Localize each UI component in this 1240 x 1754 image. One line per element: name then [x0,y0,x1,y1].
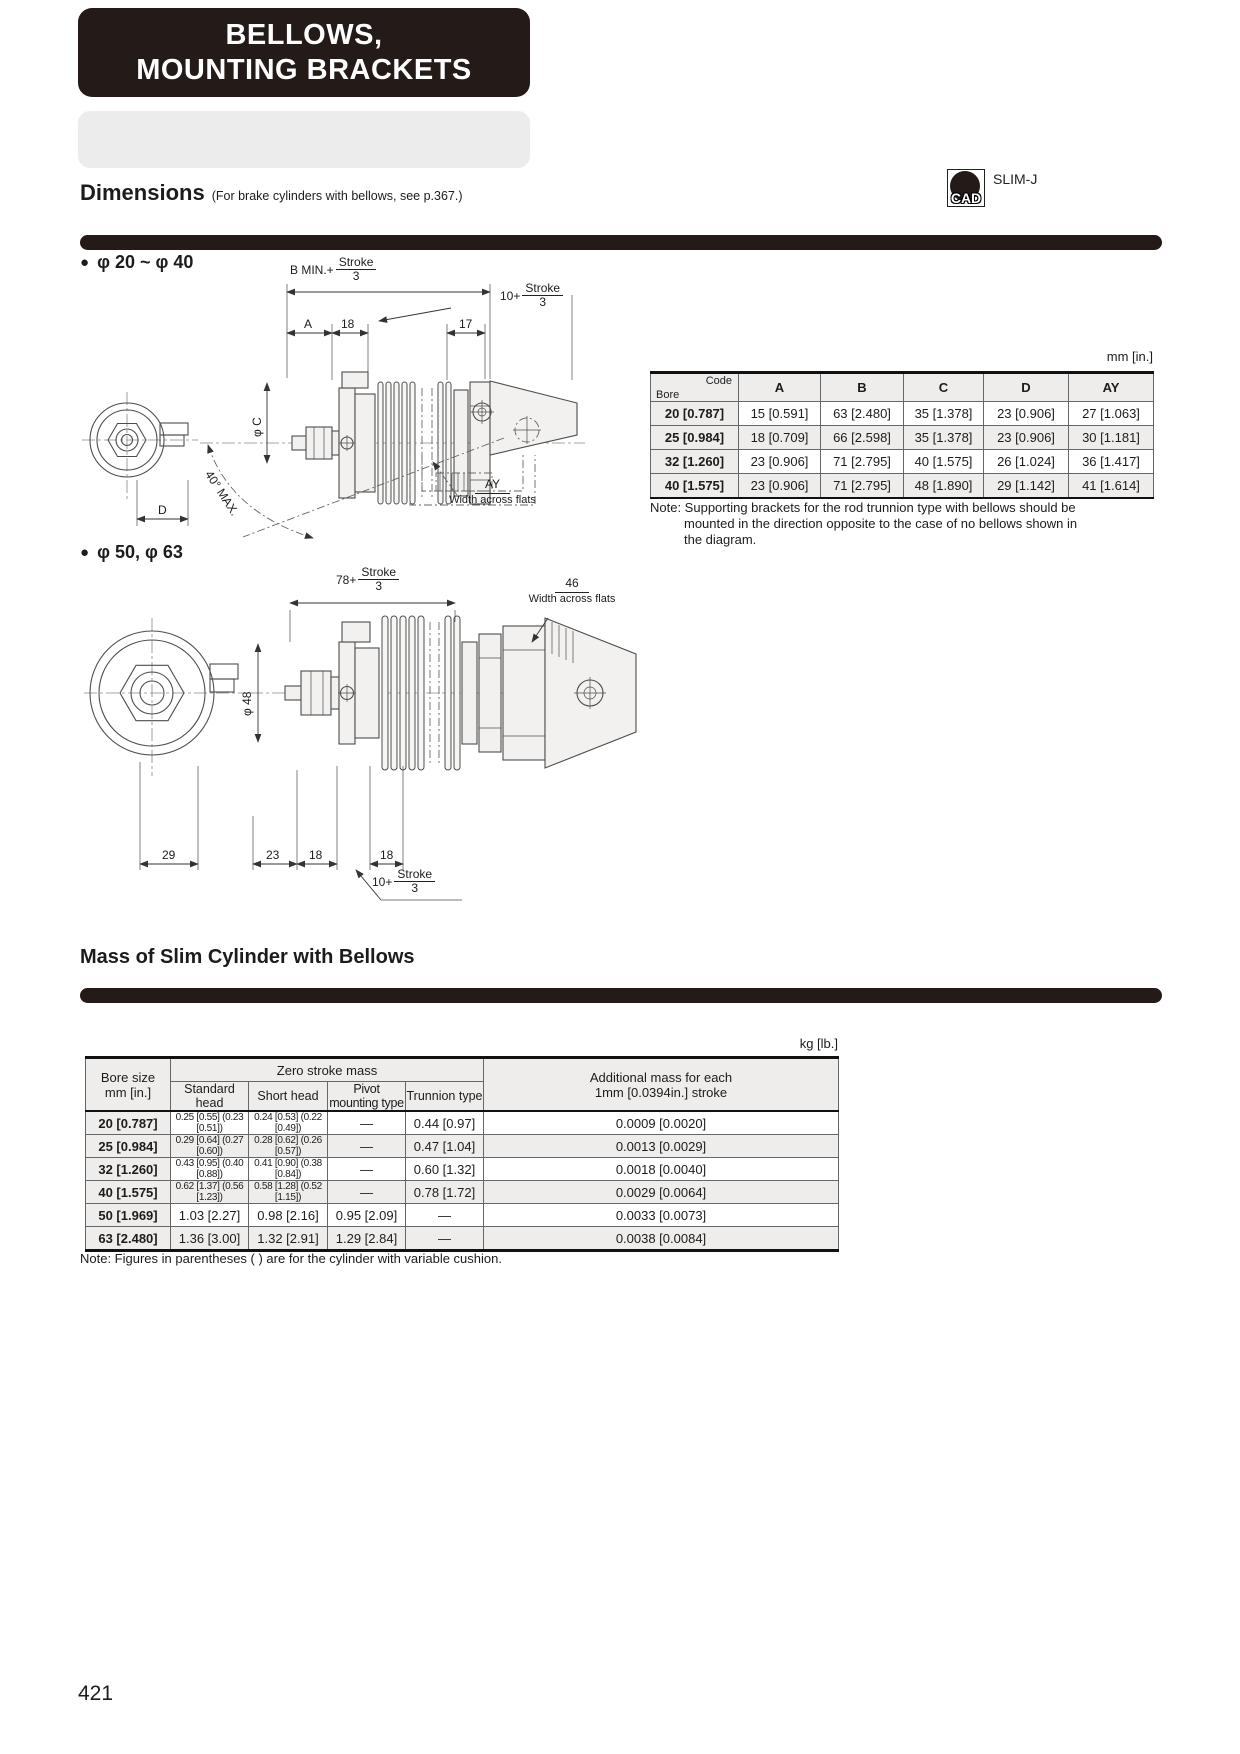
value-cell: — [328,1135,406,1158]
col-header-standard-head: Standard head [171,1082,249,1112]
bore-cell: 25 [0.984] [651,426,739,450]
stroke-fraction: $\frac{\text{Stroke}}{3}$ [394,868,435,895]
note-line: Note: Supporting brackets for the rod trunnion type with bellows should be [650,500,1076,515]
angle-max-label: 40° MAX. [202,468,242,519]
value-cell: 0.0013 [0.0029] [484,1135,839,1158]
value-cell: 0.62 [1.37] (0.56 [1.23]) [171,1181,249,1204]
width-across-flats-label: Width across flats [449,494,536,506]
value-cell: 0.98 [2.16] [249,1204,328,1227]
dim-46-label: 46 [555,576,588,593]
ay-label: AY [475,477,510,494]
value-cell: 0.47 [1.04] [406,1135,484,1158]
note-line: mounted in the direction opposite to the case of no bellows shown in [684,516,1078,531]
dimensions-title-note: (For brake cylinders with bellows, see p.367.) [211,189,463,203]
value-cell: 29 [1.142] [984,474,1069,499]
value-cell: 36 [1.417] [1069,450,1154,474]
bore-size-header-line1: Bore size [100,1069,156,1085]
bore-size-header-line2: mm [in.] [104,1084,152,1100]
dimensions-heading [80,180,463,206]
bellows [382,616,460,770]
trunnion-block [503,626,545,760]
table-row [651,402,1154,426]
col-header-a: A [739,373,821,402]
dim-10-stroke [500,282,563,309]
value-cell: 0.0018 [0.0040] [484,1158,839,1181]
value-cell: 23 [0.906] [739,450,821,474]
value-cell: 23 [0.906] [984,402,1069,426]
value-cell: 1.29 [2.84] [328,1227,406,1251]
bullet-icon: ● [80,254,90,271]
section-divider-bar [80,988,1162,1003]
col-header-b: B [821,373,904,402]
page-title-banner [78,8,530,97]
table-row [86,1204,839,1227]
bore-cell: 25 [0.984] [86,1135,171,1158]
bullet-icon: ● [80,544,90,561]
corner-code-label: Code [705,375,732,387]
ay-width-across-flats [440,477,545,508]
table-row [86,1158,839,1181]
value-cell: — [328,1181,406,1204]
value-cell: 0.29 [0.64] (0.27 [0.60]) [171,1135,249,1158]
value-cell: 63 [2.480] [821,402,904,426]
value-cell: 35 [1.378] [904,402,984,426]
value-cell: 0.0038 [0.0084] [484,1227,839,1251]
drawing-small-bore [80,240,595,540]
value-cell: 0.43 [0.95] (0.40 [0.88]) [171,1158,249,1181]
value-cell: 15 [0.591] [739,402,821,426]
dim-46-width-across-flats [518,576,626,607]
value-cell: — [328,1158,406,1181]
dim-18-label: 18 [309,848,323,862]
bore-code-corner-cell [651,373,739,402]
bore-range-small-label: φ 20 ~ φ 40 [97,252,194,272]
dim-78-text: 78+ [336,572,357,587]
table-row [651,474,1154,499]
dim-17-label: 17 [459,317,473,331]
mass-table-units: kg [lb.] [799,1036,838,1051]
dim-10-stroke [372,868,435,895]
additional-mass-line2: 1mm [0.0394in.] stroke [594,1084,728,1100]
value-cell: 0.44 [0.97] [406,1111,484,1135]
value-cell: 1.03 [2.27] [171,1204,249,1227]
value-cell: 41 [1.614] [1069,474,1154,499]
value-cell: 0.78 [1.72] [406,1181,484,1204]
value-cell: — [406,1227,484,1251]
value-cell: — [406,1204,484,1227]
note-line: the diagram. [684,532,757,547]
col-header-c: C [904,373,984,402]
value-cell: 48 [1.890] [904,474,984,499]
value-cell: 0.25 [0.55] (0.23 [0.51]) [171,1111,249,1135]
value-cell: 1.36 [3.00] [171,1227,249,1251]
bore-cell: 32 [1.260] [651,450,739,474]
dim-23-label: 23 [266,848,280,862]
col-header-pivot: Pivot mounting type [329,1082,404,1110]
bore-cell: 20 [0.787] [651,402,739,426]
table-row [651,450,1154,474]
dim-d-label: D [158,503,167,517]
value-cell: 66 [2.598] [821,426,904,450]
additional-mass-header [484,1058,839,1112]
drawing-large-bore [80,558,640,908]
value-cell: 0.24 [0.53] (0.22 [0.49]) [249,1111,328,1135]
value-cell: 0.58 [1.28] (0.52 [1.15]) [249,1181,328,1204]
table-row [86,1111,839,1135]
value-cell: — [328,1111,406,1135]
value-cell: 71 [2.795] [821,450,904,474]
value-cell: 35 [1.378] [904,426,984,450]
stroke-fraction: $\frac{\text{Stroke}}{3}$ [336,256,377,283]
bore-cell: 20 [0.787] [86,1111,171,1135]
dim-10-text: 10+ [500,288,521,303]
mass-heading [80,946,415,969]
dimensions-title: Dimensions [80,180,205,205]
value-cell: 27 [1.063] [1069,402,1154,426]
value-cell: 0.0009 [0.0020] [484,1111,839,1135]
col-header-d: D [984,373,1069,402]
corner-bore-label: Bore [656,389,680,401]
value-cell: 40 [1.575] [904,450,984,474]
value-cell: 0.95 [2.09] [328,1204,406,1227]
side-view [250,616,636,770]
zero-stroke-mass-header: Zero stroke mass [171,1058,484,1082]
value-cell: 0.0033 [0.0073] [484,1204,839,1227]
cad-icon [947,169,985,207]
bore-range-large-label: φ 50, φ 63 [97,542,183,562]
end-view [84,618,248,776]
dim-phi-48-label: φ 48 [240,691,254,716]
stroke-fraction: $\frac{\text{Stroke}}{3}$ [522,282,563,309]
bore-cell: 40 [1.575] [651,474,739,499]
bore-cell: 40 [1.575] [86,1181,171,1204]
dim-18-label: 18 [341,317,355,331]
dim-29-label: 29 [162,848,176,862]
col-header-ay: AY [1069,373,1154,402]
dim-phi-c-label: φ C [250,417,264,437]
table-row [86,1181,839,1204]
additional-mass-line1: Additional mass for each [589,1069,733,1085]
dim-b-min-text: B MIN.+ [290,262,334,277]
page-number: 421 [78,1682,114,1705]
dim-b-min-stroke [290,256,376,283]
col-header-trunnion: Trunnion type [406,1082,484,1112]
value-cell: 23 [0.906] [739,474,821,499]
value-cell: 18 [0.709] [739,426,821,450]
stroke-fraction: $\frac{\text{Stroke}}{3}$ [358,566,399,593]
value-cell: 23 [0.906] [984,426,1069,450]
dim-18-label: 18 [380,848,394,862]
table-row [651,426,1154,450]
pivot-bracket-arm [490,381,577,455]
table-row [86,1135,839,1158]
value-cell: 0.60 [1.32] [406,1158,484,1181]
mass-table-note: Note: Figures in parentheses ( ) are for the cylinder with variable cushion. [80,1251,502,1266]
bore-cell: 32 [1.260] [86,1158,171,1181]
value-cell: 1.32 [2.91] [249,1227,328,1251]
mass-title: Mass of Slim Cylinder with Bellows [80,946,415,968]
value-cell: 71 [2.795] [821,474,904,499]
subtitle-box [78,111,530,168]
dim-78-stroke [336,566,399,593]
value-cell: 0.28 [0.62] (0.26 [0.57]) [249,1135,328,1158]
end-view [82,392,198,502]
value-cell: 30 [1.181] [1069,426,1154,450]
dim-10-text: 10+ [372,874,393,889]
col-header-short-head: Short head [249,1082,328,1112]
dimension-table [650,371,1154,499]
mass-table-header-row-1 [86,1058,839,1082]
title-line-2: MOUNTING BRACKETS [136,54,472,86]
bore-cell: 63 [2.480] [86,1227,171,1251]
table-row [86,1227,839,1251]
cad-label: CAD [950,190,982,206]
width-across-flats-label: Width across flats [528,593,616,605]
value-cell: 26 [1.024] [984,450,1069,474]
bore-size-header [86,1058,171,1112]
product-code: SLIM-J [993,171,1038,187]
dim-table-units: mm [in.] [1106,349,1153,364]
value-cell: 0.41 [0.90] (0.38 [0.84]) [249,1158,328,1181]
dim-a-label: A [304,317,313,331]
dimension-table-header-row [651,373,1154,402]
mass-table [85,1056,839,1252]
bore-cell: 50 [1.969] [86,1204,171,1227]
title-line-1: BELLOWS, [225,19,383,51]
value-cell: 0.0029 [0.0064] [484,1181,839,1204]
dimension-table-note [650,500,1135,548]
